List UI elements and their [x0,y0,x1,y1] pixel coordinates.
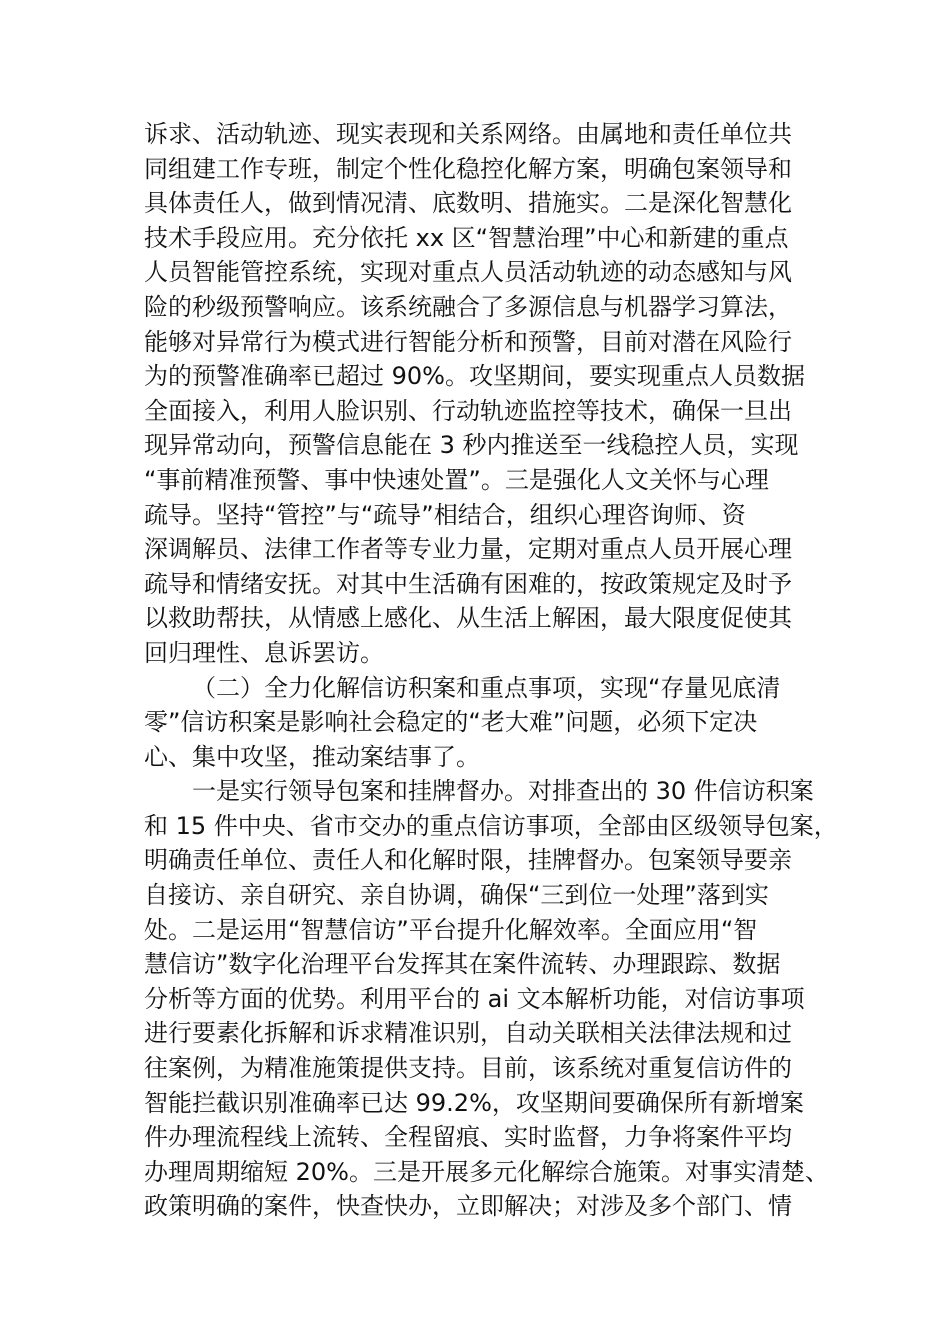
text-line: 能够对异常行为模式进行智能分析和预警，目前对潜在风险行 [144,327,792,356]
text-line: 疏导。坚持“管控”与“疏导”相结合，组织心理咨询师、资 [144,500,746,529]
text-line: 智能拦截识别准确率已达 99.2%，攻坚期间要确保所有新增案 [144,1088,804,1117]
text-line: 和 15 件中央、省市交办的重点信访事项，全部由区级领导包案， [144,811,838,840]
text-line: 处。二是运用“智慧信访”平台提升化解效率。全面应用“智 [144,915,758,944]
section-heading-line: 心、集中攻坚，推动案结事了。 [144,742,480,771]
text-line: 一是实行领导包案和挂牌督办。对排查出的 30 件信访积案 [192,777,814,806]
text-line: 明确责任单位、责任人和化解时限，挂牌督办。包案领导要亲 [144,846,792,875]
text-line: 进行要素化拆解和诉求精准识别，自动关联相关法律法规和过 [144,1019,792,1048]
section-heading-line: 零”信访积案是影响社会稳定的“老大难”问题，必须下定决 [144,708,758,737]
text-line: 疏导和情绪安抚。对其中生活确有困难的，按政策规定及时予 [144,569,792,598]
text-line: 以救助帮扶，从情感上感化、从生活上解困，最大限度促使其 [144,604,792,633]
text-line: 深调解员、法律工作者等专业力量，定期对重点人员开展心理 [144,535,792,564]
text-line: 为的预警准确率已超过 90%。攻坚期间，要实现重点人员数据 [144,362,805,391]
text-line: 办理周期缩短 20%。三是开展多元化解综合施策。对事实清楚、 [144,1157,829,1186]
text-line: 同组建工作专班，制定个性化稳控化解方案，明确包案领导和 [144,154,792,183]
text-line: 现异常动向，预警信息能在 3 秒内推送至一线稳控人员，实现 [144,431,799,460]
text-line: 分析等方面的优势。利用平台的 ai 文本解析功能，对信访事项 [144,984,805,1013]
text-line: 具体责任人，做到情况清、底数明、措施实。二是深化智慧化 [144,189,792,218]
document-body [144,117,838,1224]
text-line: 技术手段应用。充分依托 xx 区“智慧治理”中心和新建的重点 [144,223,789,252]
text-line: 回归理性、息诉罢访。 [144,638,384,667]
text-line: 自接访、亲自研究、亲自协调，确保“三到位一处理”落到实 [144,881,769,910]
section-heading-line: （二）全力化解信访积案和重点事项，实现“存量见底清 [192,673,781,702]
text-line: 诉求、活动轨迹、现实表现和关系网络。由属地和责任单位共 [144,120,792,148]
text-line: 险的秒级预警响应。该系统融合了多源信息与机器学习算法， [144,292,792,321]
text-line: 政策明确的案件，快查快办，立即解决；对涉及多个部门、情 [144,1192,792,1221]
text-line: 往案例，为精准施策提供支持。目前，该系统对重复信访件的 [144,1054,792,1083]
text-line: 件办理流程线上流转、全程留痕、实时监督，力争将案件平均 [144,1123,792,1152]
text-line: 人员智能管控系统，实现对重点人员活动轨迹的动态感知与风 [144,258,792,287]
text-line: 慧信访”数字化治理平台发挥其在案件流转、办理跟踪、数据 [144,950,781,979]
text-line: 全面接入，利用人脸识别、行动轨迹监控等技术，确保一旦出 [144,396,792,425]
text-line: “事前精准预警、事中快速处置”。三是强化人文关怀与心理 [144,465,769,494]
